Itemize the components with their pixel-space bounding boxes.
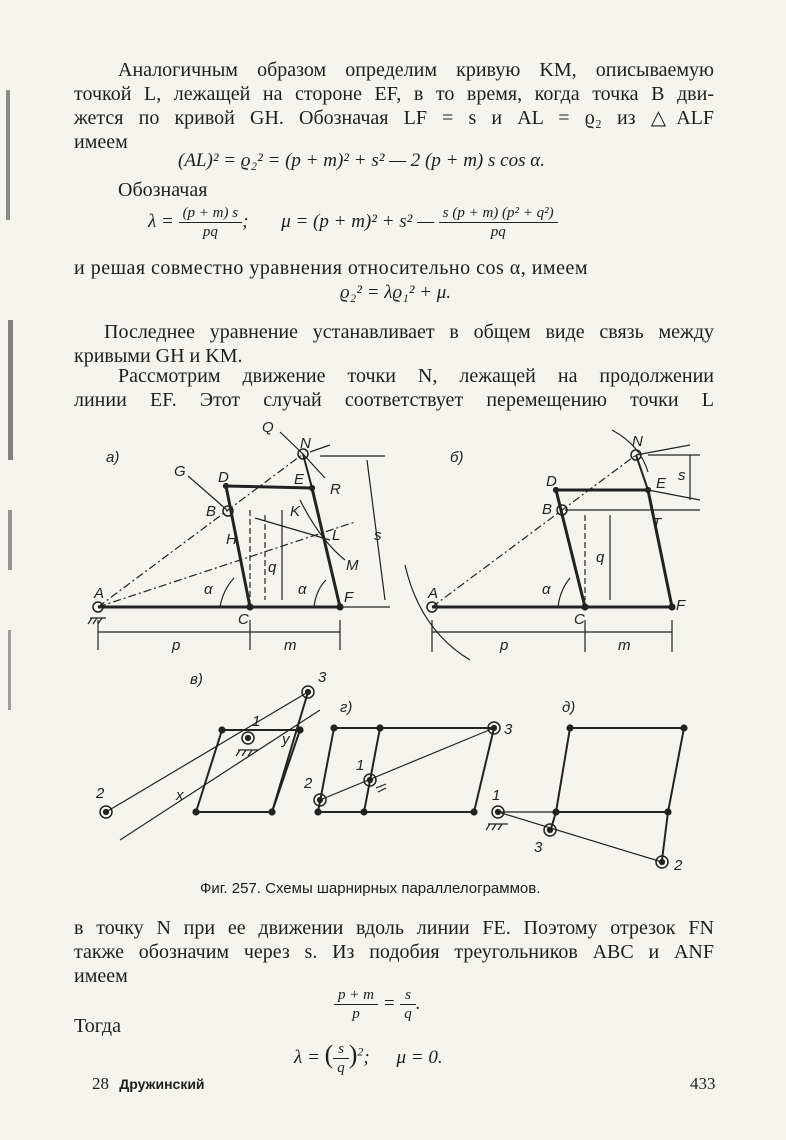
label-3: 3 bbox=[504, 721, 513, 738]
diagram-g bbox=[314, 722, 500, 815]
footer-signature: 28 Дружинский bbox=[92, 1074, 205, 1093]
label-a: а) bbox=[106, 449, 120, 466]
label-2: 2 bbox=[96, 785, 105, 802]
label-2: 2 bbox=[304, 775, 313, 792]
label-q: q bbox=[596, 549, 605, 566]
page-number: 433 bbox=[690, 1074, 716, 1093]
text-line: линии EF. Этот случай соответствует перемещению точки L bbox=[74, 389, 714, 411]
equation: (AL)² = ϱ₂² = (p + m)² + s² — 2 (p + m) s cos α. bbox=[178, 150, 545, 171]
label-R: R bbox=[330, 481, 341, 498]
text-line: Аналогичным образом определим кривую KM, описываемую bbox=[118, 59, 714, 81]
text-line: Тогда bbox=[74, 1015, 121, 1037]
label-alpha: α bbox=[204, 581, 213, 598]
label-1: 1 bbox=[492, 787, 501, 804]
label-1: 1 bbox=[252, 713, 261, 730]
label-p: p bbox=[172, 637, 181, 654]
label-E: E bbox=[656, 475, 667, 492]
label-1: 1 bbox=[356, 757, 365, 774]
text-line: Рассмотрим движение точки N, лежащей на продолжении bbox=[118, 365, 714, 387]
label-C: C bbox=[238, 611, 249, 628]
label-N: N bbox=[632, 433, 643, 450]
label-E: E bbox=[294, 471, 305, 488]
label-alpha: α bbox=[542, 581, 551, 598]
label-C: C bbox=[574, 611, 585, 628]
equation: ϱ₂² = λϱ₁² + μ. bbox=[340, 282, 452, 303]
label-3: 3 bbox=[534, 839, 543, 856]
label-B: B bbox=[206, 503, 217, 520]
label-p: p bbox=[500, 637, 509, 654]
text-line: в точку N при ее движении вдоль линии FE. Поэтому отрезок FN bbox=[74, 917, 714, 939]
label-N: N bbox=[300, 435, 311, 452]
label-s: s bbox=[678, 467, 686, 484]
label-3: 3 bbox=[318, 669, 327, 686]
text-line: имеем bbox=[74, 131, 128, 153]
label-m: m bbox=[284, 637, 297, 654]
label-s: s bbox=[374, 527, 382, 544]
text-line: точкой L, лежащей на стороне EF, в то время, когда точка B дви- bbox=[74, 83, 714, 105]
label-F: F bbox=[676, 597, 686, 614]
label-b: б) bbox=[450, 449, 464, 466]
label-K: K bbox=[290, 503, 301, 520]
label-v: в) bbox=[190, 671, 203, 688]
label-d: д) bbox=[562, 699, 576, 716]
text-line: также обозначим через s. Из подобия треугольников ABC и ANF bbox=[74, 941, 714, 963]
label-A: A bbox=[428, 585, 439, 602]
equation-similarity: $\frac{p + m}{p}$ = $\frac{s}{q}$ . bbox=[334, 986, 421, 1023]
text-line: имеем bbox=[74, 965, 128, 987]
diagram-v bbox=[100, 686, 320, 840]
label-2: 2 bbox=[674, 857, 683, 874]
figure-caption: Фиг. 257. Схемы шарнирных параллелограммов. bbox=[200, 880, 541, 897]
label-F: F bbox=[344, 589, 354, 606]
label-g: г) bbox=[340, 699, 353, 716]
text-line: и решая совместно уравнения относительно cos α, имеем bbox=[74, 257, 588, 279]
label-T: T bbox=[652, 515, 662, 532]
text-line: жется по кривой GH. Обозначая LF = s и AL = ϱ₂ из △ALF bbox=[74, 107, 714, 129]
label-A: A bbox=[94, 585, 105, 602]
label-D: D bbox=[546, 473, 557, 490]
label-L: L bbox=[332, 527, 341, 544]
text-line: кривыми GH и KM. bbox=[74, 345, 243, 367]
label-M: M bbox=[346, 557, 359, 574]
label-B: B bbox=[542, 501, 553, 518]
label-y: y bbox=[282, 731, 290, 748]
label-D: D bbox=[218, 469, 229, 486]
equation-final: λ = ( $\frac{s}{q}$ )$^2$; μ = 0. bbox=[294, 1040, 443, 1077]
text-line: Обозначая bbox=[118, 179, 208, 201]
equation-lambda: λ = $\frac{(p + m) s}{pq}$ ; μ = (p + m)² + s² — $\frac{\text{s (p + m) (p² + q²)}}{pq}$ bbox=[148, 204, 558, 241]
label-G: G bbox=[174, 463, 186, 480]
label-alpha: α bbox=[298, 581, 307, 598]
label-H: H bbox=[226, 531, 237, 548]
diagram-d bbox=[486, 725, 687, 868]
text-line: Последнее уравнение устанавливает в общем виде связь между bbox=[104, 321, 714, 343]
label-Q: Q bbox=[262, 419, 274, 436]
label-q: q bbox=[268, 559, 277, 576]
label-x: x bbox=[176, 787, 184, 804]
label-m: m bbox=[618, 637, 631, 654]
